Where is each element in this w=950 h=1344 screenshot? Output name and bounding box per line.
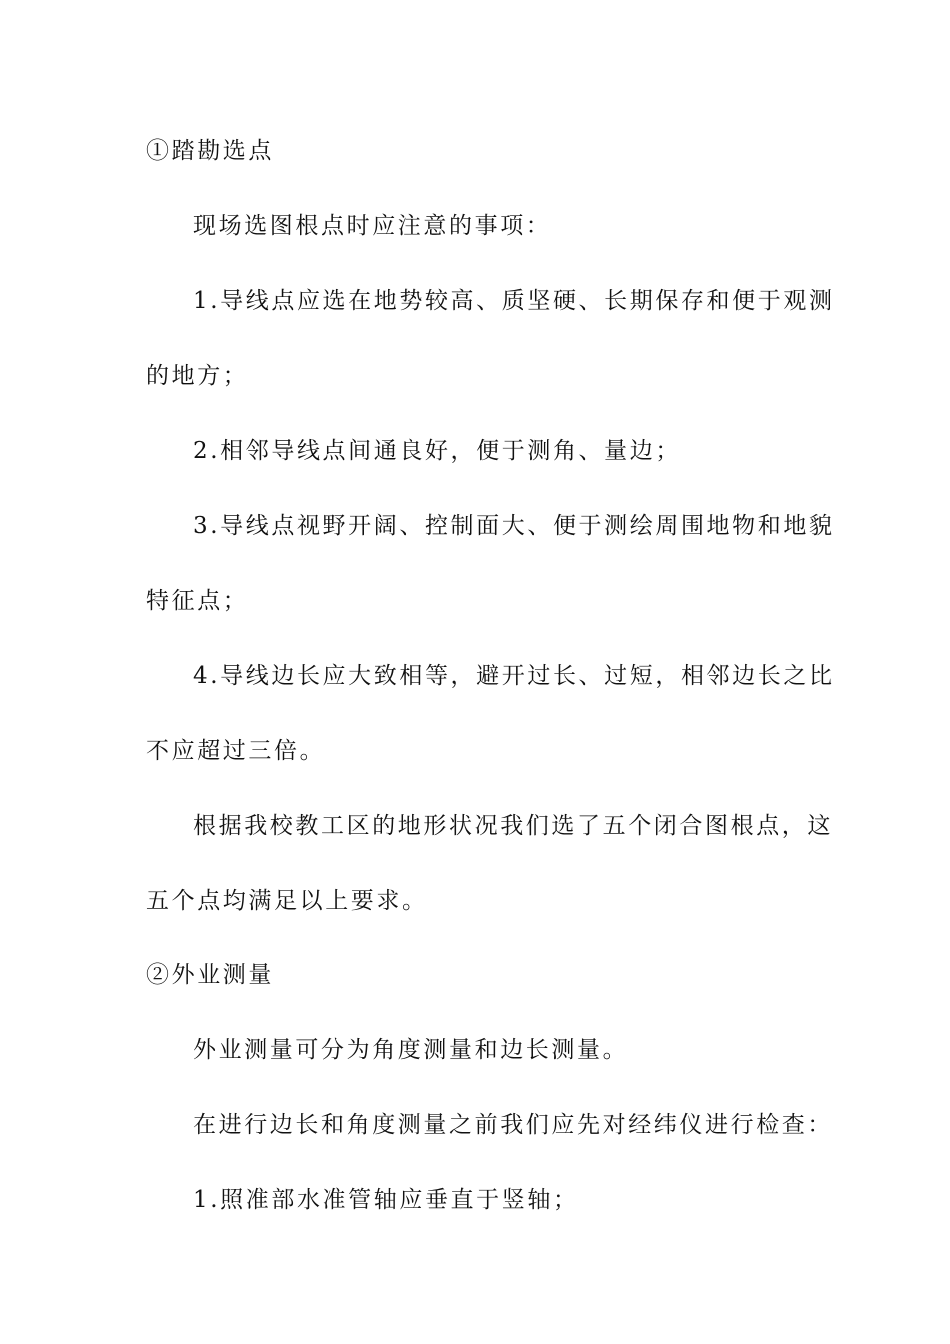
paragraph-line: 特征点； bbox=[146, 588, 249, 614]
paragraph-line: 不应超过三倍。 bbox=[146, 738, 326, 764]
list-item-1: 1.照准部水准管轴应垂直于竖轴； bbox=[193, 1187, 579, 1213]
list-item-1: 1.导线点应选在地势较高、质坚硬、长期保存和便于观测 bbox=[193, 288, 835, 314]
paragraph-line: 外业测量可分为角度测量和边长测量。 bbox=[193, 1037, 629, 1063]
list-item-3: 3.导线点视野开阔、控制面大、便于测绘周围地物和地貌 bbox=[193, 513, 835, 539]
paragraph-line: 根据我校教工区的地形状况我们选了五个闭合图根点，这 bbox=[193, 813, 833, 839]
section-heading-reconnaissance: ①踏勘选点 bbox=[146, 138, 274, 164]
list-item-4: 4.导线边长应大致相等，避开过长、过短，相邻边长之比 bbox=[193, 663, 835, 689]
paragraph-line: 现场选图根点时应注意的事项： bbox=[193, 213, 552, 239]
paragraph-line: 的地方； bbox=[146, 363, 249, 389]
paragraph-line: 在进行边长和角度测量之前我们应先对经纬仪进行检查： bbox=[193, 1112, 833, 1138]
list-item-2: 2.相邻导线点间通良好，便于测角、量边； bbox=[193, 438, 681, 464]
section-heading-field-survey: ②外业测量 bbox=[146, 962, 274, 988]
paragraph-line: 五个点均满足以上要求。 bbox=[146, 888, 428, 914]
